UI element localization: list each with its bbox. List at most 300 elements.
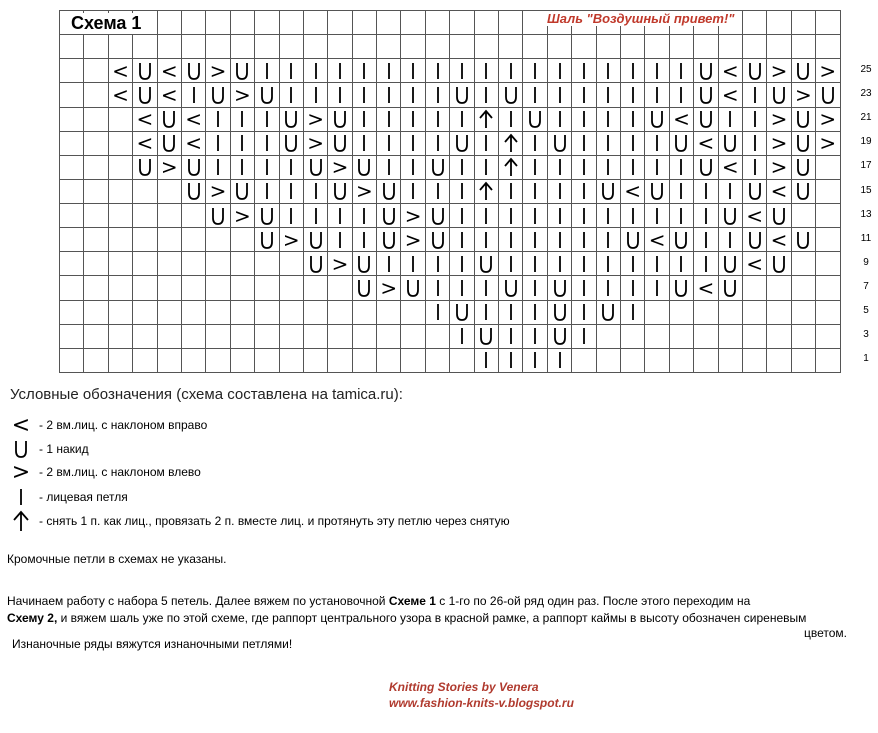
- knit-symbol: [597, 204, 621, 228]
- k2tog-left-symbol: >: [304, 108, 328, 132]
- chart-cell: [792, 325, 816, 349]
- chart-cell: [670, 349, 694, 373]
- chart-cell: [719, 325, 743, 349]
- chart-cell: [475, 35, 499, 59]
- knit-symbol: [548, 83, 572, 107]
- knit-symbol: [597, 252, 621, 276]
- yarn-over-symbol: [182, 156, 206, 180]
- chart-cell: [158, 35, 182, 59]
- yarn-over-symbol: [231, 59, 255, 83]
- knit-symbol: [572, 132, 596, 156]
- yarn-over-symbol: [133, 83, 157, 107]
- knit-symbol: [304, 204, 328, 228]
- chart-cell: [133, 252, 157, 276]
- chart-cell: [719, 301, 743, 325]
- knit-symbol: [182, 83, 206, 107]
- chart-cell: [304, 349, 328, 373]
- yarn-over-symbol: [621, 228, 645, 252]
- chart-cell: [255, 349, 279, 373]
- chart-cell: [231, 325, 255, 349]
- knit-symbol: [499, 108, 523, 132]
- knit-symbol: [523, 180, 547, 204]
- k2tog-right-symbol: <: [109, 83, 133, 107]
- k2tog-right-symbol: <: [109, 59, 133, 83]
- knit-symbol: [548, 349, 572, 373]
- knit-symbol: [621, 132, 645, 156]
- row-number: 15: [860, 185, 872, 196]
- yarn-over-symbol: [328, 180, 352, 204]
- chart-cell: [60, 276, 84, 300]
- chart-cell: [84, 204, 108, 228]
- k2tog-right-symbol: <: [182, 132, 206, 156]
- knit-symbol: [621, 108, 645, 132]
- yarn-over-symbol: [792, 108, 816, 132]
- yarn-over-symbol: [670, 228, 694, 252]
- chart-cell: [60, 228, 84, 252]
- chart-cell: [426, 325, 450, 349]
- knit-symbol: [450, 252, 474, 276]
- sk2p-symbol: [475, 108, 499, 132]
- knit-symbol: [523, 276, 547, 300]
- row-number: 21: [860, 112, 872, 123]
- chart-cell: [597, 35, 621, 59]
- chart-cell: [280, 11, 304, 35]
- knit-symbol: [475, 59, 499, 83]
- knit-symbol: [475, 228, 499, 252]
- chart-cell: [426, 349, 450, 373]
- chart-cell: [377, 301, 401, 325]
- chart-cell: [353, 301, 377, 325]
- chart-cell: [645, 349, 669, 373]
- chart-cell: [743, 325, 767, 349]
- chart-title: Схема 1: [71, 13, 142, 33]
- row-number: 1: [863, 353, 869, 364]
- chart-cell: [450, 35, 474, 59]
- chart-cell: [182, 325, 206, 349]
- chart-cell: [255, 11, 279, 35]
- chart-cell: [133, 276, 157, 300]
- chart-cell: [158, 301, 182, 325]
- yarn-over-symbol: [133, 59, 157, 83]
- chart-cell: [182, 301, 206, 325]
- k2tog-right-symbol: <: [719, 59, 743, 83]
- knit-symbol: [645, 252, 669, 276]
- chart-cell: [231, 228, 255, 252]
- knit-symbol: [523, 59, 547, 83]
- knit-symbol: [401, 180, 425, 204]
- yarn-over-symbol: [719, 276, 743, 300]
- yarn-over-symbol: [645, 108, 669, 132]
- knit-symbol: [670, 59, 694, 83]
- yarn-over-symbol: [719, 204, 743, 228]
- knit-symbol: [645, 83, 669, 107]
- knit-symbol: [523, 252, 547, 276]
- knit-symbol: [548, 180, 572, 204]
- knit-symbol: [499, 301, 523, 325]
- chart-cell: [792, 204, 816, 228]
- row-number: 3: [863, 329, 869, 340]
- yarn-over-symbol: [401, 276, 425, 300]
- k2tog-right-symbol: <: [182, 108, 206, 132]
- yarn-over-symbol: [792, 59, 816, 83]
- yarn-over-symbol: [670, 132, 694, 156]
- yarn-over-symbol: [182, 180, 206, 204]
- knit-symbol: [401, 59, 425, 83]
- knit-symbol: [255, 59, 279, 83]
- chart-cell: [60, 108, 84, 132]
- chart-cell: [816, 228, 840, 252]
- row-number: 13: [860, 209, 872, 220]
- yarn-over-symbol: [304, 252, 328, 276]
- knit-symbol: [621, 204, 645, 228]
- yarn-over-symbol: [231, 180, 255, 204]
- yarn-over-symbol: [816, 83, 840, 107]
- k2tog-right-symbol: <: [133, 108, 157, 132]
- knit-symbol: [475, 349, 499, 373]
- row-number: 5: [863, 305, 869, 316]
- k2tog-right-symbol: <: [767, 228, 791, 252]
- knit-symbol: [523, 228, 547, 252]
- chart-cell: [206, 252, 230, 276]
- knit-symbol: [475, 83, 499, 107]
- chart-cell: [719, 349, 743, 373]
- chart-cell: [767, 276, 791, 300]
- chart-cell: [206, 228, 230, 252]
- chart-cell: [84, 276, 108, 300]
- knit-symbol: [743, 156, 767, 180]
- chart-cell: [475, 11, 499, 35]
- knit-symbol: [353, 108, 377, 132]
- instructions-line-3: цветом.: [804, 626, 848, 640]
- knit-symbol: [450, 180, 474, 204]
- chart-cell: [255, 35, 279, 59]
- chart-cell: [84, 325, 108, 349]
- knit-symbol: [597, 108, 621, 132]
- chart-cell: [377, 325, 401, 349]
- chart-cell: [133, 228, 157, 252]
- yarn-over-symbol: [328, 132, 352, 156]
- credit-url: www.fashion-knits-v.blogspot.ru: [389, 696, 574, 710]
- knit-symbol: [499, 204, 523, 228]
- chart-cell: [109, 228, 133, 252]
- yarn-over-symbol: [280, 108, 304, 132]
- knit-symbol: [523, 325, 547, 349]
- knit-symbol: [377, 252, 401, 276]
- chart-cell: [450, 11, 474, 35]
- chart-cell: [328, 35, 352, 59]
- knit-symbol: [719, 180, 743, 204]
- knit-symbol: [401, 108, 425, 132]
- knit-symbol: [548, 228, 572, 252]
- k2tog-right-symbol: <: [719, 83, 743, 107]
- chart-cell: [304, 301, 328, 325]
- chart-cell: [231, 35, 255, 59]
- chart-cell: [694, 35, 718, 59]
- chart-cell: [304, 276, 328, 300]
- chart-cell: [670, 35, 694, 59]
- chart-cell: [84, 35, 108, 59]
- row-number: 23: [860, 88, 872, 99]
- knit-symbol: [475, 132, 499, 156]
- chart-cell: [767, 35, 791, 59]
- yarn-over-symbol: [353, 156, 377, 180]
- knit-symbol: [426, 252, 450, 276]
- chart-cell: [158, 252, 182, 276]
- k2tog-left-symbol: >: [158, 156, 182, 180]
- yarn-over-symbol: [255, 83, 279, 107]
- knit-symbol: [450, 276, 474, 300]
- knit-symbol: [280, 180, 304, 204]
- knit-symbol: [401, 252, 425, 276]
- chart-cell: [280, 349, 304, 373]
- chart-cell: [206, 301, 230, 325]
- chart-cell: [792, 252, 816, 276]
- chart-cell: [60, 132, 84, 156]
- chart-cell: [572, 35, 596, 59]
- k2tog-right-symbol: <: [694, 132, 718, 156]
- knit-symbol: [670, 83, 694, 107]
- yarn-over-symbol: [743, 180, 767, 204]
- knit-symbol: [377, 132, 401, 156]
- yarn-over-symbol: [377, 228, 401, 252]
- chart-cell: [743, 35, 767, 59]
- knit-symbol: [572, 252, 596, 276]
- chart-cell: [231, 252, 255, 276]
- legend-text: - лицевая петля: [39, 490, 128, 504]
- knit-symbol: [206, 108, 230, 132]
- chart-cell: [182, 252, 206, 276]
- chart-cell: [621, 349, 645, 373]
- k2tog-left-symbol: >: [377, 276, 401, 300]
- chart-cell: [109, 108, 133, 132]
- knit-symbol: [426, 132, 450, 156]
- k2tog-right-symbol: <: [621, 180, 645, 204]
- knit-symbol: [743, 108, 767, 132]
- yarn-over-symbol: [719, 252, 743, 276]
- chart-cell: [84, 132, 108, 156]
- chart-cell: [109, 252, 133, 276]
- yarn-over-symbol: [182, 59, 206, 83]
- chart-cell: [670, 301, 694, 325]
- yarn-over-symbol: [694, 83, 718, 107]
- knit-symbol: [523, 156, 547, 180]
- k2tog-left-symbol: >: [767, 132, 791, 156]
- chart-cell: [60, 252, 84, 276]
- chart-cell: [523, 35, 547, 59]
- knit-symbol: [328, 59, 352, 83]
- knit-symbol: [548, 252, 572, 276]
- knit-symbol: [475, 204, 499, 228]
- chart-cell: [450, 349, 474, 373]
- knit-symbol: [280, 83, 304, 107]
- knit-symbol: [280, 204, 304, 228]
- knit-symbol: [231, 156, 255, 180]
- k2tog-right-symbol: <: [694, 276, 718, 300]
- k2tog-left-symbol: >: [816, 59, 840, 83]
- knit-symbol: [255, 180, 279, 204]
- chart-cell: [816, 276, 840, 300]
- row-number: 7: [863, 281, 869, 292]
- k2tog-left-symbol: >: [280, 228, 304, 252]
- chart-cell: [499, 35, 523, 59]
- k2tog-left-symbol: >: [767, 156, 791, 180]
- chart-cell: [792, 11, 816, 35]
- row-number: 25: [860, 64, 872, 75]
- chart-cell: [182, 276, 206, 300]
- knit-symbol: [255, 156, 279, 180]
- k2tog-left-symbol: >: [401, 204, 425, 228]
- chart-cell: [133, 301, 157, 325]
- knit-symbol: [597, 59, 621, 83]
- knit-symbol: [621, 252, 645, 276]
- knit-symbol: [499, 325, 523, 349]
- chart-cell: [377, 349, 401, 373]
- yarn-over-symbol: [475, 252, 499, 276]
- k2tog-right-symbol: <: [133, 132, 157, 156]
- yarn-over-symbol: [304, 228, 328, 252]
- chart-cell: [60, 204, 84, 228]
- legend-text: - 2 вм.лиц. с наклоном вправо: [39, 418, 208, 432]
- chart-cell: [133, 35, 157, 59]
- yarn-over-symbol: [475, 325, 499, 349]
- knit-symbol: [499, 228, 523, 252]
- knit-symbol: [426, 276, 450, 300]
- chart-cell: [109, 325, 133, 349]
- yarn-over-symbol: [255, 204, 279, 228]
- chart-cell: [60, 325, 84, 349]
- knit-two-together-right-icon: <: [11, 412, 31, 438]
- knit-symbol: [694, 204, 718, 228]
- chart-cell: [109, 349, 133, 373]
- knit-symbol: [572, 301, 596, 325]
- chart-cell: [377, 11, 401, 35]
- chart-cell: [133, 325, 157, 349]
- k2tog-left-symbol: >: [816, 132, 840, 156]
- chart-cell: [401, 11, 425, 35]
- chart-cell: [109, 301, 133, 325]
- knit-symbol: [475, 156, 499, 180]
- chart-cell: [158, 276, 182, 300]
- chart-cell: [816, 180, 840, 204]
- chart-cell: [109, 276, 133, 300]
- chart-cell: [231, 301, 255, 325]
- knit-symbol: [377, 83, 401, 107]
- chart-cell: [328, 11, 352, 35]
- chart-cell: [816, 252, 840, 276]
- knit-symbol: [597, 156, 621, 180]
- k2tog-left-symbol: >: [206, 180, 230, 204]
- knit-symbol: [645, 132, 669, 156]
- k2tog-left-symbol: >: [353, 180, 377, 204]
- knit-symbol: [353, 228, 377, 252]
- chart-cell: [109, 156, 133, 180]
- chart-cell: [328, 349, 352, 373]
- yarn-over-symbol: [255, 228, 279, 252]
- chart-cell: [426, 11, 450, 35]
- yarn-over-symbol: [792, 156, 816, 180]
- k2tog-left-symbol: >: [231, 204, 255, 228]
- chart-cell: [353, 35, 377, 59]
- knit-symbol: [597, 276, 621, 300]
- legend-text: - снять 1 п. как лиц., провязать 2 п. вместе лиц. и протянуть эту петлю через снятую: [39, 514, 510, 528]
- chart-cell: [182, 228, 206, 252]
- chart-cell: [401, 349, 425, 373]
- yarn-over-symbol: [133, 156, 157, 180]
- knit-symbol: [572, 180, 596, 204]
- knit-symbol: [621, 301, 645, 325]
- edge-note: Кромочные петли в схемах не указаны.: [7, 552, 227, 566]
- yarn-over-symbol: [426, 228, 450, 252]
- chart-cell: [280, 325, 304, 349]
- chart-cell: [133, 180, 157, 204]
- chart-cell: [158, 11, 182, 35]
- knit-symbol: [426, 301, 450, 325]
- chart-cell: [816, 349, 840, 373]
- knit-symbol: [597, 132, 621, 156]
- yarn-over-symbol: [499, 276, 523, 300]
- knit-symbol: [206, 156, 230, 180]
- chart-cell: [694, 325, 718, 349]
- chart-cell: [133, 204, 157, 228]
- yarn-over-symbol: [670, 276, 694, 300]
- knit-symbol: [572, 59, 596, 83]
- chart-cell: [597, 325, 621, 349]
- chart-cell: [767, 11, 791, 35]
- yarn-over-symbol: [694, 156, 718, 180]
- chart-cell: [60, 349, 84, 373]
- knit-symbol: [328, 228, 352, 252]
- knit-symbol: [231, 132, 255, 156]
- knit-symbol: [572, 83, 596, 107]
- yarn-over-symbol: [158, 132, 182, 156]
- yarn-over-symbol: [597, 180, 621, 204]
- knit-symbol: [523, 301, 547, 325]
- k2tog-left-symbol: >: [792, 83, 816, 107]
- yarn-over-symbol: [158, 108, 182, 132]
- chart-cell: [816, 11, 840, 35]
- chart-cell: [60, 83, 84, 107]
- purl-note: Изнаночные ряды вяжутся изнаночными петлями!: [12, 637, 293, 651]
- k2tog-right-symbol: <: [670, 108, 694, 132]
- knit-symbol: [328, 204, 352, 228]
- chart-cell: [182, 35, 206, 59]
- credit-name: Knitting Stories by Venera: [389, 680, 539, 694]
- k2tog-left-symbol: >: [816, 108, 840, 132]
- chart-cell: [694, 349, 718, 373]
- yarn-over-symbol: [450, 83, 474, 107]
- k2tog-right-symbol: <: [743, 252, 767, 276]
- instructions-line-1: Начинаем работу с набора 5 петель. Далее вяжем по установочной Схеме 1 с 1-го по 26-ой ряд один раз. После этого переходим на: [7, 594, 751, 608]
- knit-symbol: [450, 108, 474, 132]
- chart-cell: [328, 301, 352, 325]
- k2tog-left-symbol: >: [231, 83, 255, 107]
- yarn-over-symbol: [597, 301, 621, 325]
- knit-symbol: [255, 132, 279, 156]
- yarn-over-symbol: [548, 325, 572, 349]
- chart-cell: [206, 35, 230, 59]
- knit-symbol: [328, 83, 352, 107]
- yarn-over-symbol: [353, 276, 377, 300]
- chart-cell: [158, 228, 182, 252]
- knit-symbol: [719, 228, 743, 252]
- chart-cell: [60, 180, 84, 204]
- knit-symbol: [475, 276, 499, 300]
- yarn-over-symbol: [353, 252, 377, 276]
- knit-symbol: [280, 59, 304, 83]
- knit-symbol: [572, 325, 596, 349]
- yarn-over-symbol: [767, 83, 791, 107]
- k2tog-right-symbol: <: [158, 59, 182, 83]
